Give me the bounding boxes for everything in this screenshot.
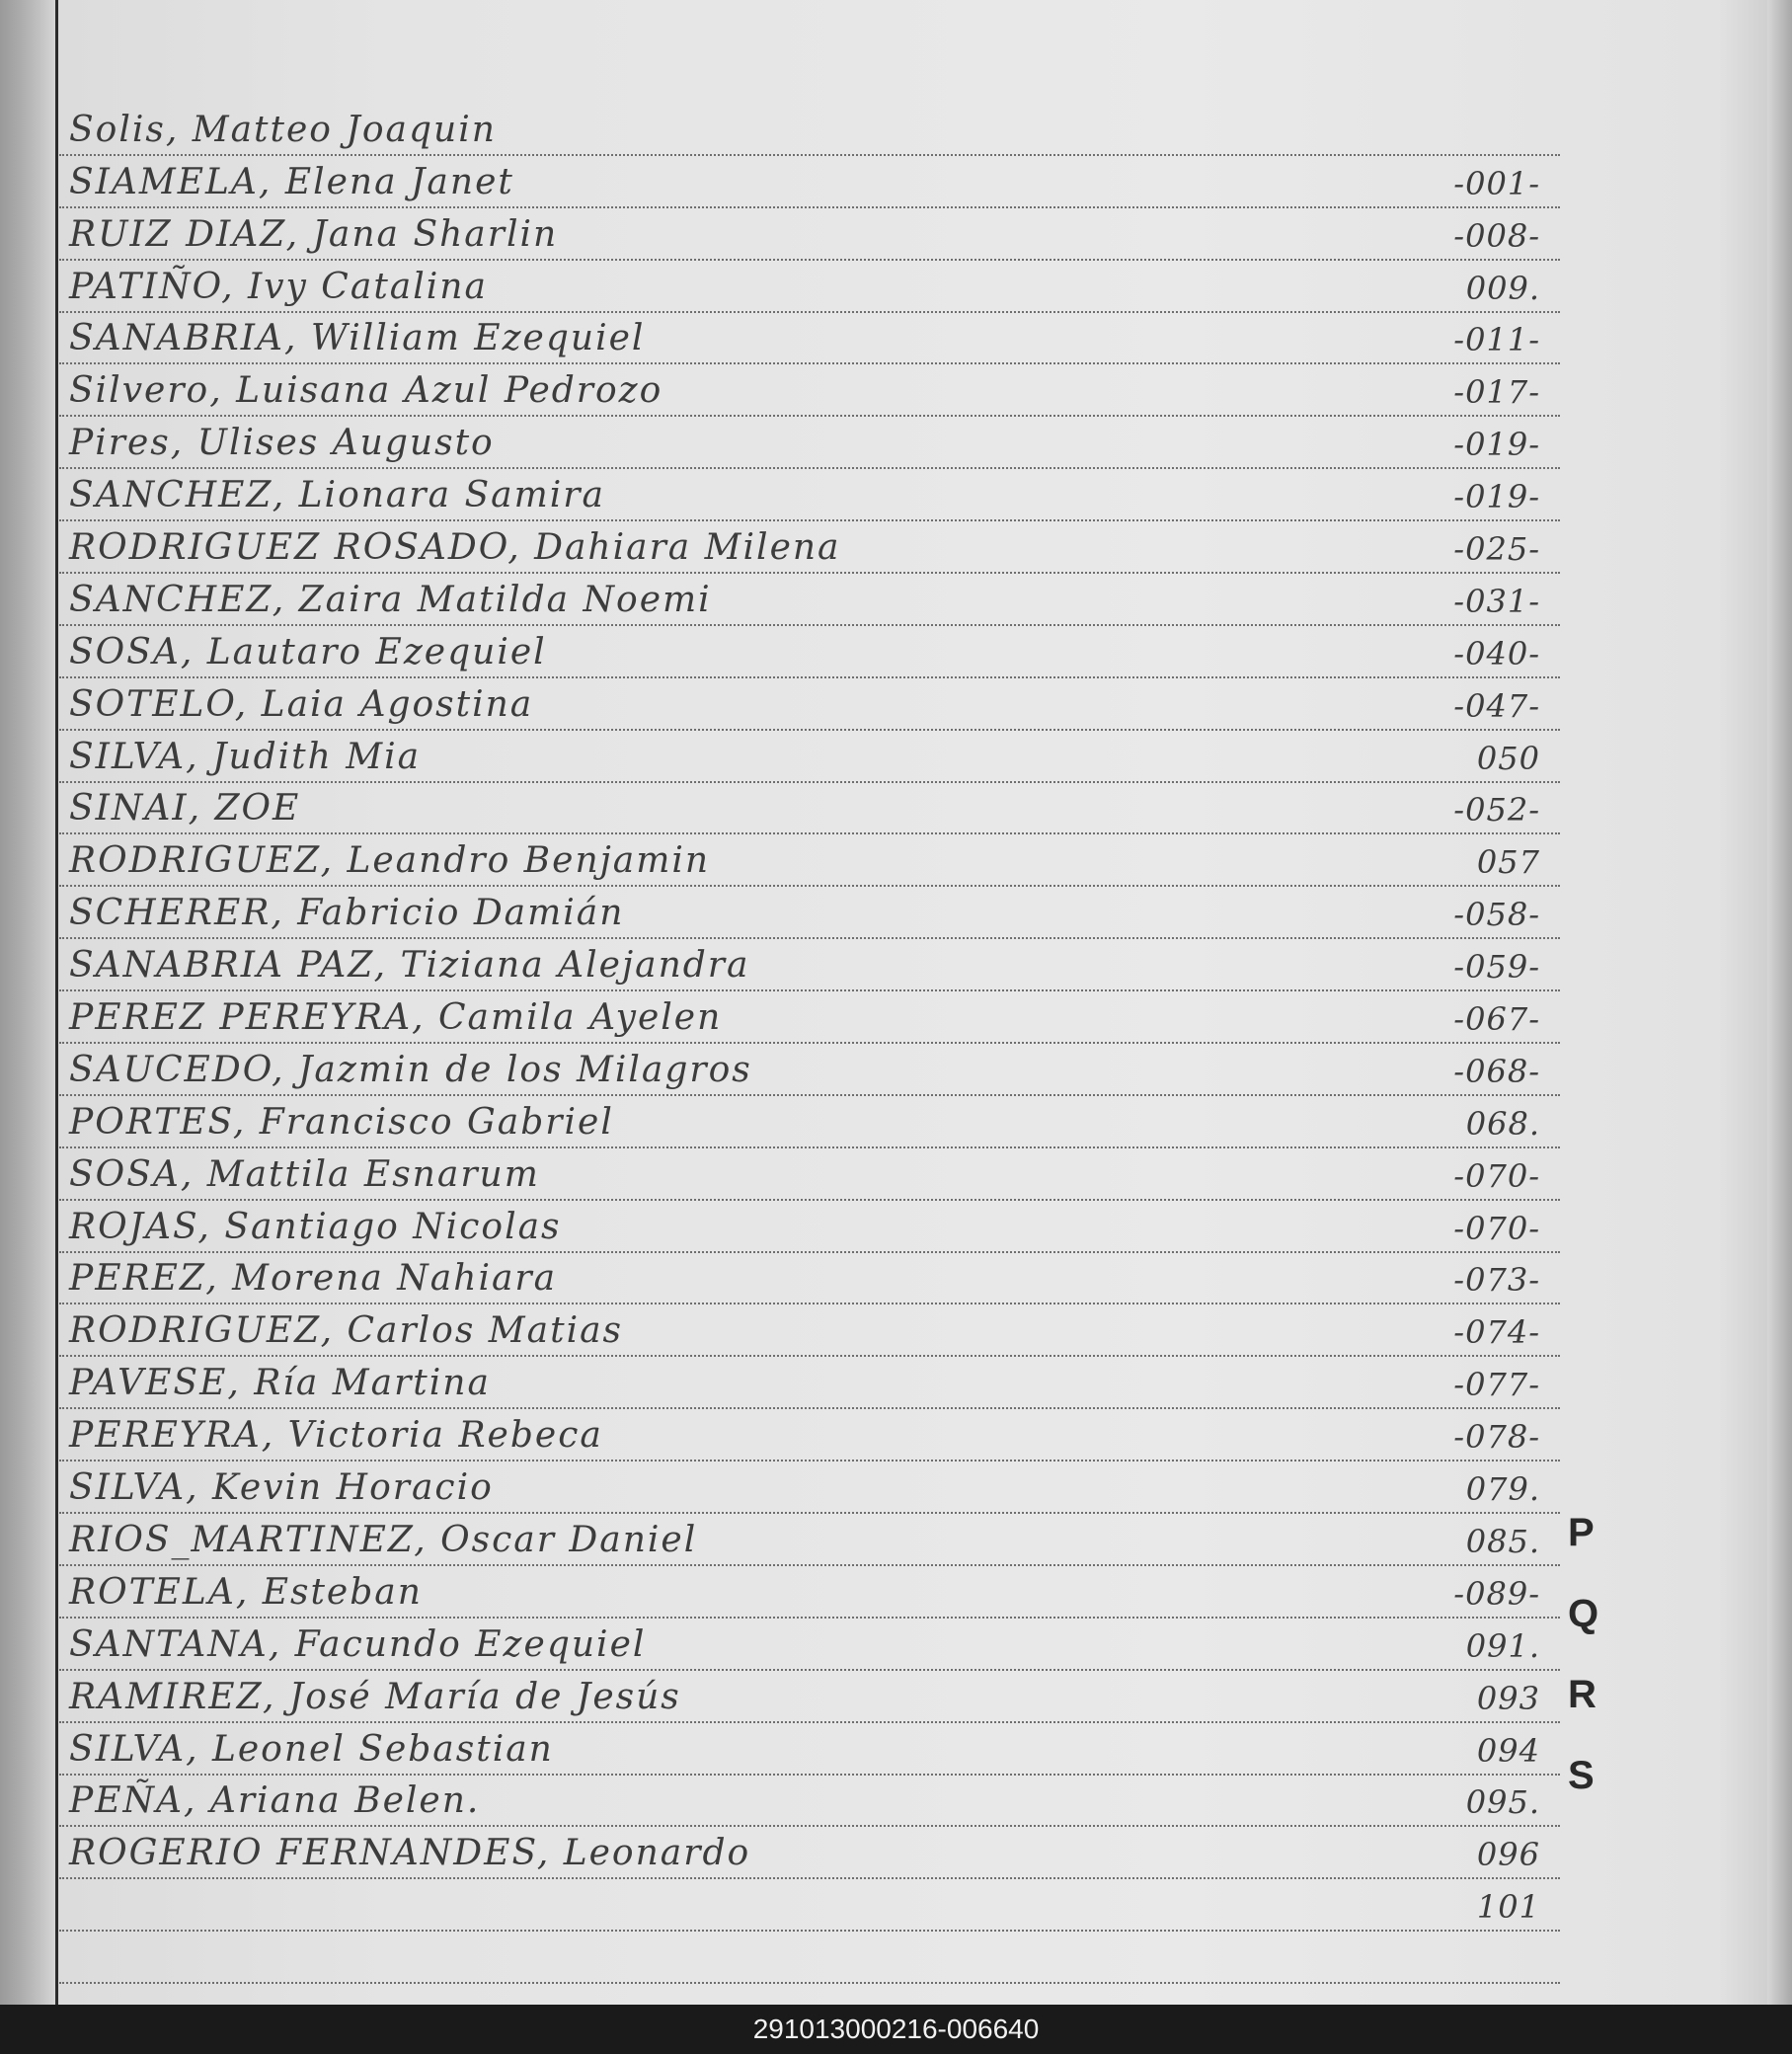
list-item (59, 678, 1560, 731)
list-item (59, 417, 1560, 469)
entry-name: RODRIGUEZ, Leandro Benjamin (69, 840, 711, 882)
name-list (59, 104, 1560, 2005)
entry-name: PAVESE, Ría Martina (69, 1363, 491, 1404)
list-item (59, 626, 1560, 678)
list-item (59, 834, 1560, 887)
entry-number: -040- (1453, 634, 1540, 672)
entry-number: 050 (1476, 739, 1540, 777)
list-item (59, 1044, 1560, 1096)
entry-name: RUIZ DIAZ, Jana Sharlin (69, 213, 559, 255)
footer-code: 291013000216-006640 (752, 2014, 1040, 2044)
list-item (59, 1566, 1560, 1619)
entry-name: SOTELO, Laia Agostina (69, 683, 534, 725)
entry-name: RODRIGUEZ ROSADO, Dahiara Milena (69, 527, 841, 569)
entry-name: ROJAS, Santiago Nicolas (69, 1206, 562, 1247)
index-letter: S (1568, 1754, 1595, 1797)
entry-number: -059- (1453, 948, 1540, 987)
entry-number: -052- (1453, 791, 1540, 830)
entry-name: PEREZ PEREYRA, Camila Ayelen (69, 997, 723, 1039)
entry-name: ROGERIO FERNANDES, Leonardo (69, 1833, 751, 1874)
entry-name: PATIÑO, Ivy Catalina (69, 266, 488, 307)
entry-number: -047- (1453, 686, 1540, 725)
index-letter: R (1568, 1673, 1597, 1716)
list-item (59, 469, 1560, 521)
entry-name: SANCHEZ, Lionara Samira (69, 475, 605, 516)
entry-name: ROTELA, Esteban (69, 1571, 423, 1613)
list-item (59, 104, 1560, 156)
list-item (59, 1984, 1560, 2005)
entry-number: 096 (1476, 1836, 1540, 1874)
list-item (59, 574, 1560, 626)
entry-number: -070- (1453, 1209, 1540, 1247)
entry-name: SINAI, ZOE (69, 788, 301, 830)
entry-number: -073- (1453, 1261, 1540, 1300)
entry-number: -078- (1453, 1418, 1540, 1457)
entry-name: SANCHEZ, Zaira Matilda Noemi (69, 579, 712, 620)
list-item (59, 1827, 1560, 1879)
entry-number: -077- (1453, 1366, 1540, 1404)
entry-number: -074- (1453, 1313, 1540, 1352)
entry-name: SIAMELA, Elena Janet (69, 161, 514, 202)
entry-number: 068. (1465, 1104, 1540, 1143)
entry-name: PEÑA, Ariana Belen. (69, 1780, 481, 1822)
list-item (59, 1723, 1560, 1776)
entry-name: SCHERER, Fabricio Damián (69, 893, 625, 934)
entry-number: -019- (1453, 478, 1540, 516)
entry-number: -019- (1453, 426, 1540, 464)
entry-number: -025- (1453, 530, 1540, 569)
entry-number: 085. (1465, 1522, 1540, 1560)
list-item (59, 1462, 1560, 1514)
entry-name: Solis, Matteo Joaquin (69, 109, 497, 150)
list-item (59, 156, 1560, 208)
list-item (59, 991, 1560, 1044)
entry-name: RAMIREZ, José María de Jesús (69, 1676, 681, 1717)
entry-number: 057 (1476, 843, 1540, 882)
entry-number: 079. (1465, 1470, 1540, 1509)
index-letter: P (1568, 1511, 1595, 1554)
entry-name: SANABRIA PAZ, Tiziana Alejandra (69, 945, 750, 987)
list-item (59, 1776, 1560, 1828)
entry-number: 095. (1465, 1783, 1540, 1822)
page-right-edge (1767, 0, 1792, 2005)
entry-number: 091. (1465, 1626, 1540, 1665)
list-item (59, 1514, 1560, 1566)
margin-line (55, 0, 58, 2005)
entry-name: SILVA, Kevin Horacio (69, 1467, 494, 1509)
list-item (59, 521, 1560, 574)
entry-number: -011- (1453, 321, 1540, 359)
entry-name: PEREYRA, Victoria Rebeca (69, 1415, 603, 1457)
entry-number: -008- (1453, 216, 1540, 255)
index-letter: Q (1568, 1592, 1599, 1635)
list-item (59, 313, 1560, 365)
list-item (59, 783, 1560, 835)
entry-number: -017- (1453, 373, 1540, 412)
entry-number: 101 (1476, 1888, 1540, 1927)
list-item (59, 939, 1560, 991)
entry-name: PEREZ, Morena Nahiara (69, 1258, 558, 1300)
entry-name: RODRIGUEZ, Carlos Matias (69, 1310, 624, 1352)
entry-number: -070- (1453, 1156, 1540, 1195)
list-item (59, 1253, 1560, 1305)
list-item (59, 1932, 1560, 1984)
entry-name: SANTANA, Facundo Ezequiel (69, 1623, 647, 1665)
entry-number: -001- (1453, 164, 1540, 202)
entry-name: SILVA, Leonel Sebastian (69, 1728, 554, 1770)
entry-name: SAUCEDO, Jazmin de los Milagros (69, 1049, 752, 1090)
list-item (59, 208, 1560, 261)
entry-number: -031- (1453, 582, 1540, 620)
document-footer (0, 2005, 1792, 2054)
list-item (59, 1879, 1560, 1932)
list-item (59, 261, 1560, 313)
list-item (59, 1357, 1560, 1409)
list-item (59, 1671, 1560, 1723)
entry-number: 093 (1476, 1679, 1540, 1717)
entry-name: RIOS_MARTINEZ, Oscar Daniel (69, 1519, 698, 1560)
entry-name: SANABRIA, William Ezequiel (69, 318, 646, 359)
list-item (59, 1409, 1560, 1462)
entry-number: -067- (1453, 1000, 1540, 1039)
entry-name: SOSA, Lautaro Ezequiel (69, 631, 547, 672)
entry-name: SILVA, Judith Mia (69, 736, 422, 777)
list-item (59, 1096, 1560, 1148)
entry-number: -089- (1453, 1574, 1540, 1613)
list-item (59, 1201, 1560, 1253)
list-item (59, 1148, 1560, 1201)
entry-number: -068- (1453, 1052, 1540, 1090)
entry-number: -058- (1453, 896, 1540, 934)
list-item (59, 887, 1560, 939)
entry-name: PORTES, Francisco Gabriel (69, 1101, 614, 1143)
entry-name: SOSA, Mattila Esnarum (69, 1153, 540, 1195)
page-fold-shadow (0, 0, 59, 2005)
entry-name: Pires, Ulises Augusto (69, 423, 495, 464)
list-item (59, 364, 1560, 417)
entry-number: 009. (1465, 269, 1540, 307)
list-item (59, 731, 1560, 783)
entry-number: 094 (1476, 1731, 1540, 1770)
list-item (59, 1304, 1560, 1357)
entry-name: Silvero, Luisana Azul Pedrozo (69, 370, 663, 412)
list-item (59, 1619, 1560, 1671)
